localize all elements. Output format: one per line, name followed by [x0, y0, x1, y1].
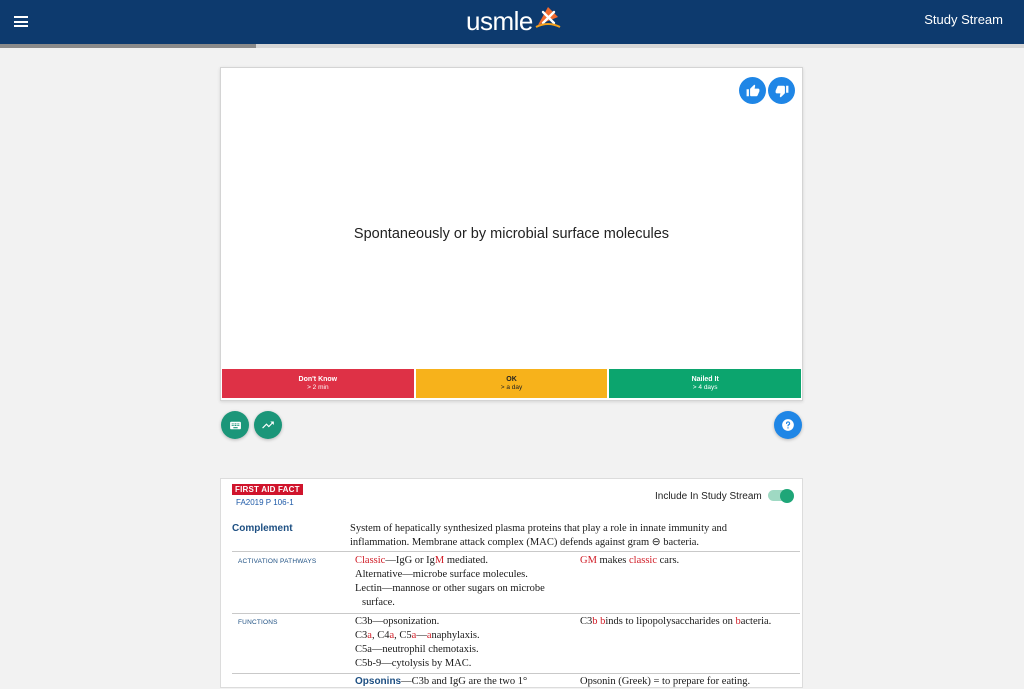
opsonins-mnemonic: Opsonin (Greek) = to prepare for eating.	[580, 676, 751, 687]
logo-rx-mark-icon	[534, 3, 562, 31]
ok-label: OK	[506, 376, 517, 383]
top-navbar	[0, 0, 1024, 44]
progress-fill	[0, 44, 256, 48]
divider	[232, 551, 800, 552]
first-aid-fact-badge: FIRST AID FACT	[232, 484, 303, 495]
divider	[232, 613, 800, 614]
divider	[232, 673, 800, 674]
help-icon	[781, 418, 795, 432]
thumbs-down-button[interactable]	[768, 77, 795, 104]
keyboard-icon	[229, 419, 242, 432]
dont-know-interval: > 2 min	[307, 384, 329, 391]
fact-line: C3a, C4a, C5a—anaphylaxis.	[355, 630, 480, 641]
ok-button[interactable]	[416, 369, 608, 398]
fact-reference: FA2019 P 106-1	[236, 498, 294, 507]
hamburger-menu-icon[interactable]	[14, 16, 28, 27]
trend-chart-icon	[261, 418, 275, 432]
usmle-logo	[466, 4, 562, 38]
fact-line: C3b—opsonization.	[355, 616, 440, 627]
fact-description: System of hepatically synthesized plasma proteins that play a role in innate immunity and inflammation. Membrane attack complex (MAC) defends against gram ⊖ bacteria.	[350, 523, 728, 548]
first-aid-fact-panel	[220, 478, 803, 688]
nailed-it-interval: > 4 days	[692, 384, 718, 391]
help-button[interactable]	[774, 411, 802, 439]
rating-button-row	[221, 369, 802, 400]
stats-button[interactable]	[254, 411, 282, 439]
functions-mnemonic: C3b binds to lipopolysaccharides on bacteria.	[580, 616, 772, 627]
nailed-it-label: Nailed It	[691, 376, 719, 383]
card-question-text: Spontaneously or by microbial surface molecules	[353, 226, 670, 242]
thumbs-up-icon	[746, 84, 760, 98]
session-progress-bar	[0, 44, 1024, 48]
dont-know-button[interactable]	[222, 369, 414, 398]
opsonins-text	[355, 675, 585, 689]
fact-line: Alternative—microbe surface molecules.	[355, 569, 528, 580]
functions-text	[355, 615, 575, 671]
flashcard	[220, 67, 803, 401]
fact-line: surface.	[362, 597, 395, 608]
keyboard-shortcuts-button[interactable]	[221, 411, 249, 439]
row-label-functions: FUNCTIONS	[238, 619, 278, 626]
thumbs-up-button[interactable]	[739, 77, 766, 104]
opsonins-heading: Opsonins	[355, 676, 402, 687]
fact-line: —C3b and IgG are the two 1°	[401, 676, 528, 687]
row-label-activation-pathways: ACTIVATION PATHWAYS	[238, 558, 317, 565]
nailed-it-button[interactable]	[609, 369, 801, 398]
fact-line: Classic—IgG or IgM mediated.	[355, 555, 488, 566]
thumbs-down-icon	[775, 84, 789, 98]
toggle-knob	[780, 489, 794, 503]
activation-pathways-mnemonic: GM makes classic cars.	[580, 555, 680, 566]
activation-pathways-text	[355, 554, 575, 610]
fact-line: Lectin—mannose or other sugars on microbe	[355, 583, 545, 594]
include-in-study-stream-label: Include In Study Stream	[655, 491, 762, 502]
fact-line: C5a—neutrophil chemotaxis.	[355, 644, 479, 655]
logo-text: usmle	[466, 5, 533, 36]
dont-know-label: Don't Know	[298, 376, 338, 383]
study-stream-link[interactable]: Study Stream	[924, 12, 1003, 27]
ok-interval: > a day	[500, 384, 523, 391]
include-in-study-stream-toggle[interactable]	[768, 490, 792, 501]
fact-line: C5b-9—cytolysis by MAC.	[355, 658, 472, 669]
fact-title: Complement	[232, 523, 293, 534]
